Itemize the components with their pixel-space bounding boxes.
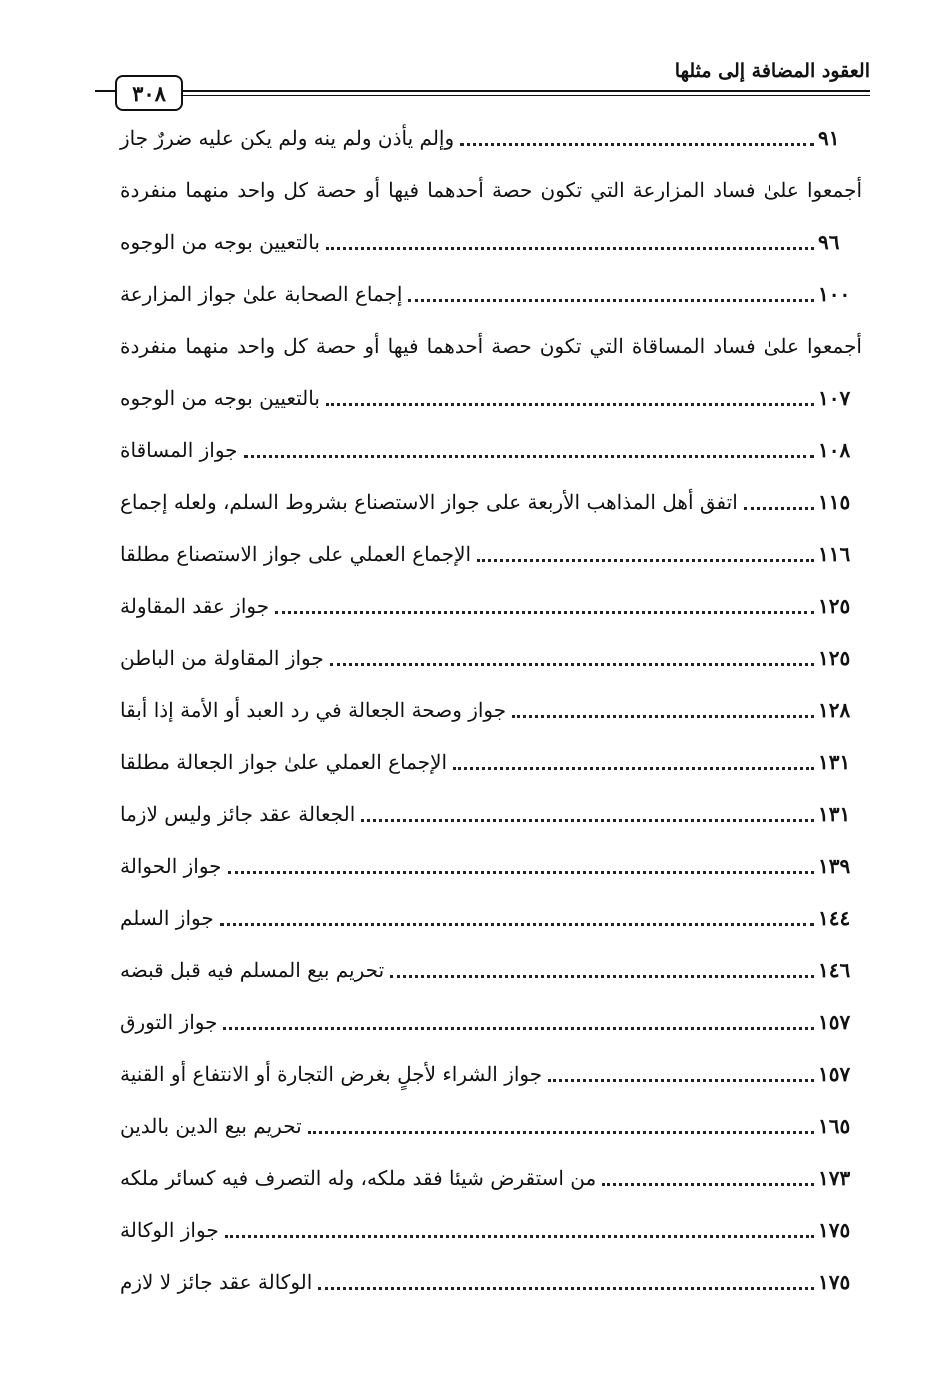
- page-number-box: [115, 75, 183, 111]
- running-title: العقود المضافة إلى مثلها: [674, 60, 870, 82]
- index-entry: [120, 736, 862, 788]
- index-entry: [120, 1100, 862, 1152]
- dot-leader: [308, 1131, 814, 1134]
- entry-page-number: ١٣٩: [818, 853, 851, 878]
- entry-title: جواز السلم: [120, 905, 214, 930]
- entry-title: أجمعوا علىٰ فساد المزارعة التي تكون حصة أحدهما فيها أو حصة كل واحد منهما منفردة: [120, 177, 862, 202]
- dot-leader: [408, 299, 814, 302]
- entry-page-number: ١٥٧: [818, 1061, 851, 1086]
- entry-title: جواز وصحة الجعالة في رد العبد أو الأمة إذا أبقا: [120, 697, 507, 722]
- entry-title: جواز التورق: [120, 1009, 218, 1034]
- entry-title: إجماع الصحابة علىٰ جواز المزارعة: [120, 281, 403, 306]
- index-entry: [120, 632, 862, 684]
- entry-page-number: ١٠٠: [818, 281, 851, 306]
- dot-leader: [453, 767, 814, 770]
- entry-page-number: ١٠٨: [818, 437, 851, 462]
- entry-page-number: ١٢٥: [818, 593, 851, 618]
- dot-leader: [602, 1183, 814, 1186]
- index-entry: [120, 788, 862, 840]
- dot-leader: [275, 611, 814, 614]
- entry-title: جواز المقاولة من الباطن: [120, 645, 324, 670]
- entry-page-number: ١٦٥: [818, 1113, 851, 1138]
- entry-title: الوكالة عقد جائز لا لازم: [120, 1269, 313, 1294]
- dot-leader: [220, 923, 814, 926]
- entry-title: جواز الحوالة: [120, 853, 222, 878]
- entry-page-number: ١٧٣: [818, 1165, 851, 1190]
- dot-leader: [330, 663, 814, 666]
- dot-leader: [223, 1027, 814, 1030]
- dot-leader: [225, 1235, 814, 1238]
- index-entry: [120, 424, 862, 476]
- entry-page-number: ١٣١: [818, 749, 851, 774]
- entry-title: أجمعوا علىٰ فساد المساقاة التي تكون حصة أحدهما فيها أو حصة كل واحد منهما منفردة: [120, 333, 862, 358]
- entry-page-number: ١١٦: [818, 541, 851, 566]
- entry-page-number: ١٠٧: [818, 385, 851, 410]
- dot-leader: [326, 247, 814, 250]
- entry-title: الجعالة عقد جائز وليس لازما: [120, 801, 356, 826]
- index-entry: [120, 1152, 862, 1204]
- entry-title: اتفق أهل المذاهب الأربعة على جواز الاستصناع بشروط السلم، ولعله إجماع: [120, 489, 738, 514]
- header-rule-left-tick: [95, 90, 115, 92]
- index-entry: [120, 164, 862, 216]
- entry-page-number: ١٤٤: [818, 905, 851, 930]
- entry-page-number: ١٧٥: [818, 1217, 851, 1242]
- entry-page-number: ١٥٧: [818, 1009, 851, 1034]
- page-header: [95, 48, 870, 108]
- dot-leader: [228, 871, 814, 874]
- entry-title: الإجماع العملي على جواز الاستصناع مطلقا: [120, 541, 472, 566]
- entry-page-number: ٩١: [818, 125, 840, 150]
- entry-title: تحريم بيع الدين بالدين: [120, 1113, 302, 1138]
- entry-page-number: ١١٥: [818, 489, 851, 514]
- entry-page-number: ١٢٨: [818, 697, 851, 722]
- index-entry: [120, 268, 862, 320]
- header-rule-thin: [180, 95, 870, 96]
- dot-leader: [361, 819, 814, 822]
- index-entry: [120, 684, 862, 736]
- index-entry: [120, 892, 862, 944]
- dot-leader: [318, 1287, 814, 1290]
- dot-leader: [477, 559, 814, 562]
- index-entry: [120, 944, 862, 996]
- entry-title: جواز المساقاة: [120, 437, 238, 462]
- index-list: [120, 112, 862, 1308]
- index-entry: [120, 840, 862, 892]
- entry-title: بالتعيين بوجه من الوجوه: [120, 385, 320, 410]
- entry-page-number: ١٤٦: [818, 957, 851, 982]
- entry-page-number: ١٢٥: [818, 645, 851, 670]
- index-entry: [120, 996, 862, 1048]
- index-entry: [120, 580, 862, 632]
- index-entry: [120, 112, 862, 164]
- index-entry: [120, 528, 862, 580]
- index-entry: [120, 320, 862, 372]
- entry-title: بالتعيين بوجه من الوجوه: [120, 229, 320, 254]
- entry-title: جواز الوكالة: [120, 1217, 219, 1242]
- dot-leader: [548, 1079, 814, 1082]
- dot-leader: [326, 403, 814, 406]
- dot-leader: [390, 975, 814, 978]
- dot-leader: [460, 143, 814, 146]
- entry-title: وإلم يأذن ولم ينه ولم يكن عليه ضررٌ جاز: [120, 125, 455, 150]
- entry-page-number: ١٣١: [818, 801, 851, 826]
- header-rule: [180, 90, 870, 92]
- index-entry: [120, 476, 862, 528]
- index-entry: [120, 372, 862, 424]
- entry-title: تحريم بيع المسلم فيه قبل قبضه: [120, 957, 385, 982]
- page-number: ٣٠٨: [132, 80, 166, 106]
- index-entry: [120, 1204, 862, 1256]
- entry-page-number: ٩٦: [818, 229, 840, 254]
- index-entry: [120, 1048, 862, 1100]
- entry-title: جواز عقد المقاولة: [120, 593, 270, 618]
- dot-leader: [244, 455, 814, 458]
- entry-page-number: ١٧٥: [818, 1269, 851, 1294]
- index-entry: [120, 1256, 862, 1308]
- entry-title: من استقرض شيئا فقد ملكه، وله التصرف فيه كسائر ملكه: [120, 1165, 597, 1190]
- entry-title: جواز الشراء لأجلٍ بغرض التجارة أو الانتفاع أو القنية: [120, 1061, 543, 1086]
- index-entry: [120, 216, 862, 268]
- dot-leader: [744, 507, 814, 510]
- entry-title: الإجماع العملي علىٰ جواز الجعالة مطلقا: [120, 749, 448, 774]
- dot-leader: [512, 715, 814, 718]
